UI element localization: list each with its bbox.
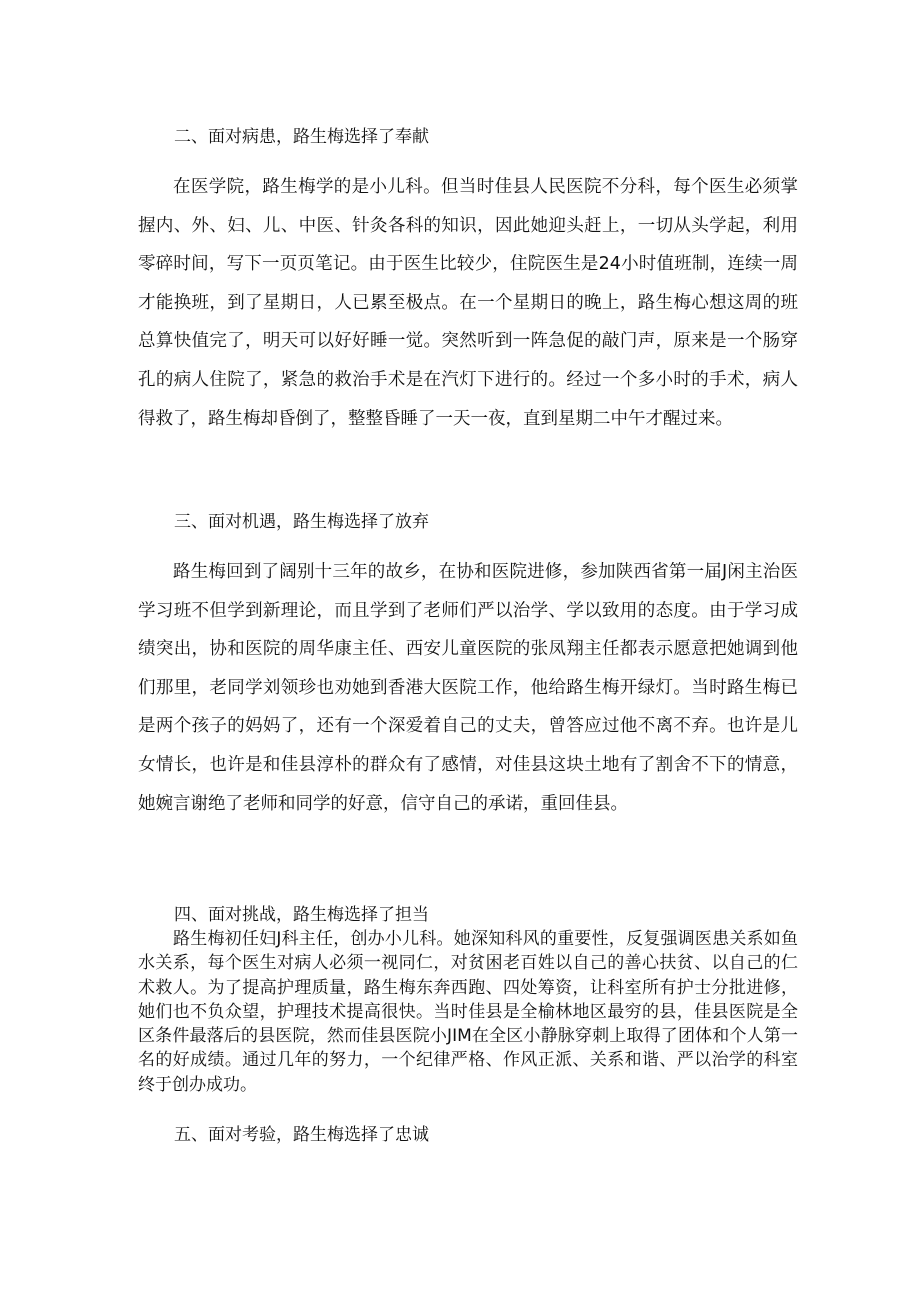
section-heading-dedication: 二、面对病患，路生梅选择了奉献 <box>174 127 429 147</box>
section-heading-loyalty: 五、面对考验，路生梅选择了忠诚 <box>174 1125 429 1145</box>
section-heading-challenge: 四、面对挑战，路生梅选择了担当 <box>174 905 429 925</box>
section-body-dedication: 在医学院，路生梅学的是小儿科。但当时佳县人民医院不分科，每个医生必须掌握内、外、妇、儿、中医、针灸各科的知识，因此她迎头赶上，一切从头学起，利用零碎时间，写下一页页笔记。由于医生比较少，住院医生是24小时值班制，连续一周才能换班，到了星期日，人已累至极点。在一个星期日的晚上，路生梅心想这周的班总算快值完了，明天可以好好睡一觉。突然听到一阵急促的敲门声，原来是一个肠穿孔的病人住院了，紧急的救治手术是在汽灯下进行的。经过一个多小时的手术，病人得救了，路生梅却昏倒了，整整昏睡了一天一夜，直到星期二中午才醒过来。 <box>138 177 798 429</box>
section-heading-opportunity: 三、面对机遇，路生梅选择了放弃 <box>174 512 429 532</box>
section-body-opportunity: 路生梅回到了阔别十三年的故乡，在协和医院进修，参加陕西省第一届J闲主治医学习班不但学到新理论，而且学到了老师们严以治学、学以致用的态度。由于学习成绩突出，协和医院的周华康主任、西安儿童医院的张凤翔主任都表示愿意把她调到他们那里，老同学刘领珍也劝她到香港大医院工作，他给路生梅开绿灯。当时路生梅已是两个孩子的妈妈了，还有一个深爱着自己的丈夫，曾答应过他不离不弃。也许是儿女情长，也许是和佳县淳朴的群众有了感情，对佳县这块土地有了割舍不下的情意，她婉言谢绝了老师和同学的好意，信守自己的承诺，重回佳县。 <box>138 562 798 814</box>
section-body-challenge: 路生梅初任妇J科主任，创办小儿科。她深知科风的重要性，反复强调医患关系如鱼水关系，每个医生对病人必须一视同仁，对贫困老百姓以自己的善心扶贫、以自己的仁术救人。为了提高护理质量，路生梅东奔西跑、四处筹资，让科室所有护士分批进修，她们也不负众望，护理技术提高很快。当时佳县是全榆林地区最穷的县，佳县医院是全区条件最落后的县医院，然而佳县医院小JIM在全区小静脉穿刺上取得了团体和个人第一名的好成绩。通过几年的努力，一个纪律严格、作风正派、关系和谐、严以治学的科室终于创办成功。 <box>138 929 798 1095</box>
